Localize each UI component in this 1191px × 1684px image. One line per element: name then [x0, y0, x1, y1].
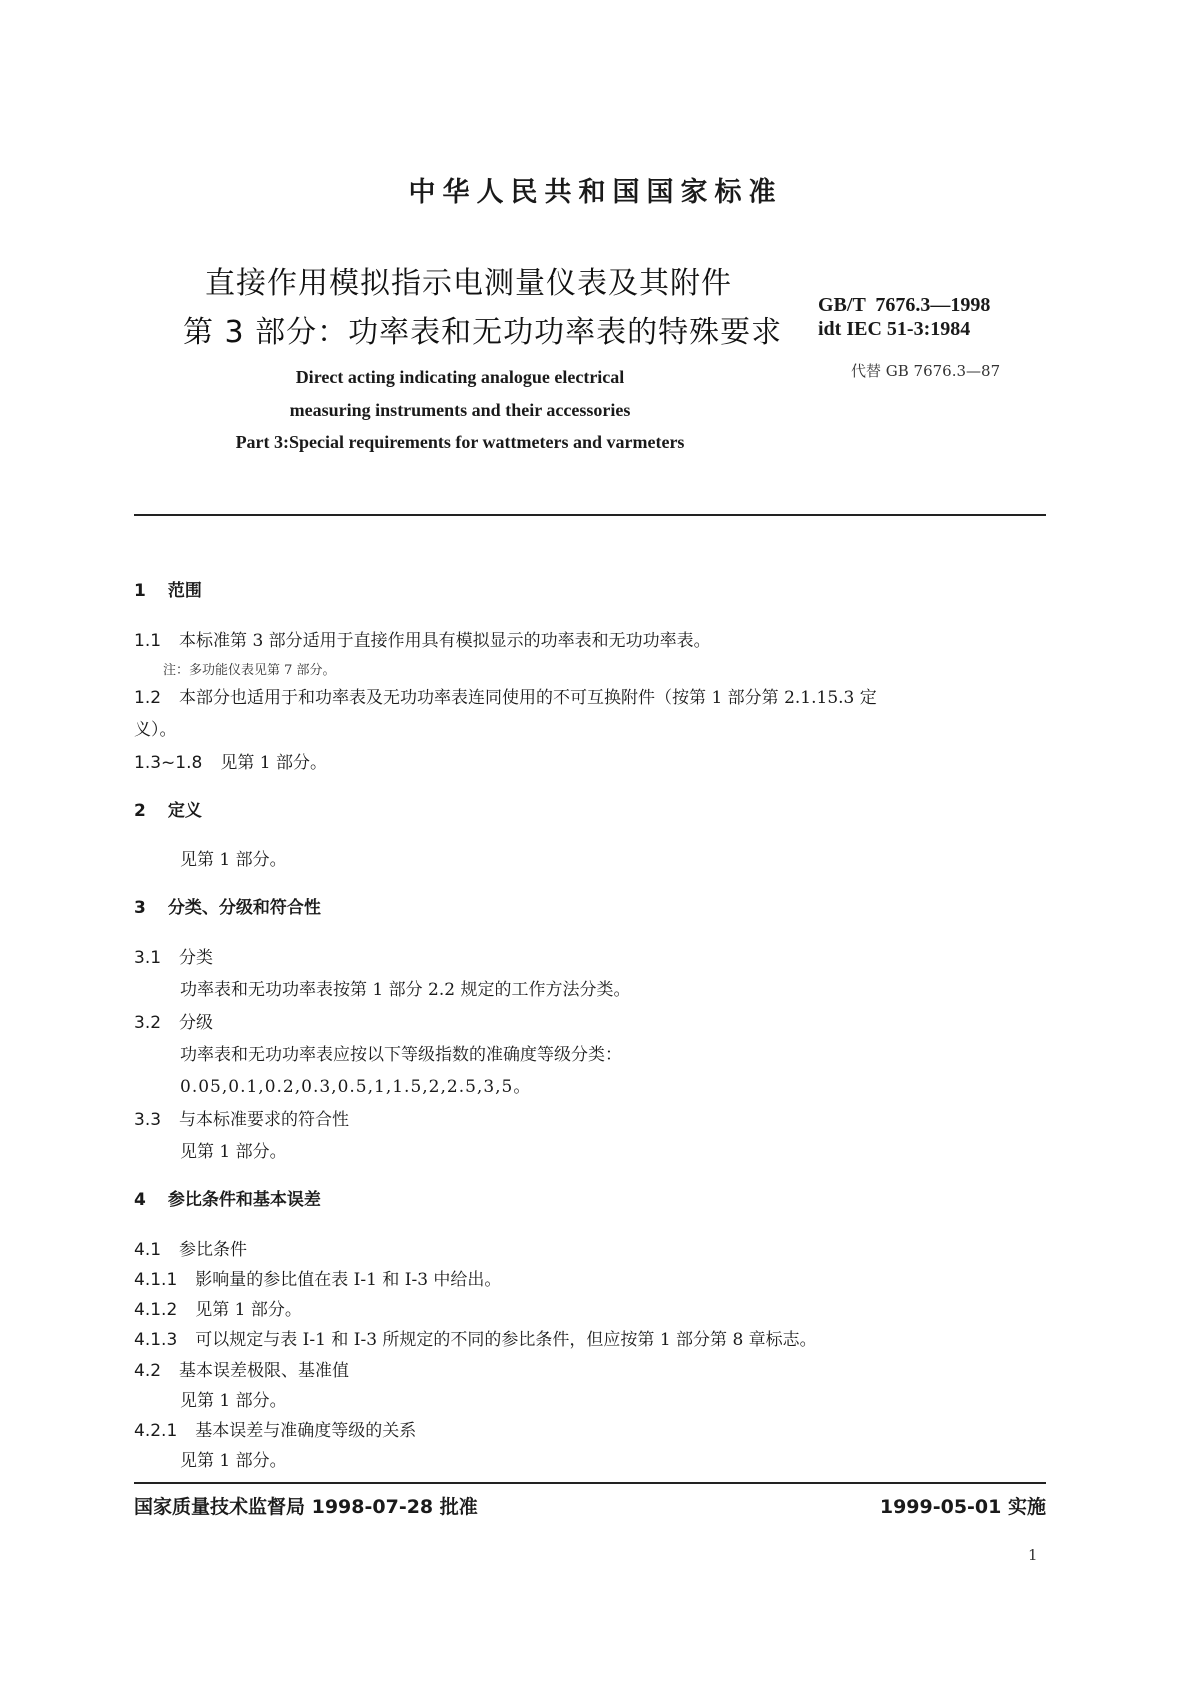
- clause: [134, 1105, 349, 1130]
- implementation-date: 1999-05-01 实施: [879, 1496, 1046, 1518]
- clause-number: 3.2: [134, 1013, 162, 1033]
- clause: [134, 1008, 213, 1033]
- page-number: 1: [1028, 1546, 1038, 1564]
- section-title: 定义: [167, 801, 202, 821]
- section-heading: [134, 796, 202, 821]
- clause-body: 见第 1 部分。: [180, 1142, 287, 1162]
- section-heading: [134, 893, 321, 918]
- clause-number: 4.1: [134, 1240, 162, 1260]
- clause: [134, 626, 711, 651]
- clause-text: 本部分也适用于和功率表及无功功率表连同使用的不可互换附件（按第 1 部分第 2.1.15.3 定: [179, 688, 877, 708]
- clause-number: 4.2: [134, 1361, 162, 1381]
- clause: [134, 1416, 416, 1441]
- title-en-line1: Direct acting indicating analogue electrical: [295, 367, 625, 387]
- section-heading: [134, 576, 202, 601]
- footer-divider: [134, 1482, 1046, 1484]
- clause-text: 参比条件: [179, 1240, 248, 1260]
- clause: [134, 1356, 349, 1381]
- clause-text: 见第 1 部分。: [195, 1300, 302, 1320]
- clause-body: 见第 1 部分。: [180, 1391, 287, 1411]
- clause-text: 见第 1 部分。: [220, 753, 327, 773]
- section-title: 范围: [167, 581, 202, 601]
- clause-text: 本标准第 3 部分适用于直接作用具有模拟显示的功率表和无功功率表。: [179, 631, 711, 651]
- clause-continuation: 义）。: [134, 720, 177, 740]
- clause-note: 注：多功能仪表见第 7 部分。: [163, 663, 336, 678]
- clause-number: 4.1.2: [134, 1300, 178, 1320]
- standard-number: GB/T 7676.3—1998: [818, 294, 991, 316]
- clause: [134, 943, 213, 968]
- clause-text: 基本误差极限、基准值: [179, 1361, 350, 1381]
- clause-number: 1.1: [134, 631, 162, 651]
- clause-body: 见第 1 部分。: [180, 1451, 287, 1471]
- accuracy-class-list: 0.05,0.1,0.2,0.3,0.5,1,1.5,2,2.5,3,5。: [180, 1077, 532, 1097]
- section-number: 3: [134, 898, 146, 918]
- clause: [134, 1265, 501, 1290]
- clause-text: 可以规定与表 I-1 和 I-3 所规定的不同的参比条件，但应按第 1 部分第 8 章标志。: [195, 1330, 817, 1350]
- title-en-line3: Part 3:Special requirements for wattmeters and varmeters: [235, 432, 685, 452]
- title-cn-line2: 第 3 部分：功率表和无功功率表的特殊要求: [183, 315, 783, 350]
- clause-number: 4.1.3: [134, 1330, 178, 1350]
- identical-standard: idt IEC 51-3:1984: [818, 318, 971, 340]
- clause: [134, 1325, 817, 1350]
- approval-statement: 国家质量技术监督局 1998-07-28 批准: [134, 1496, 478, 1518]
- clause-text: 与本标准要求的符合性: [179, 1110, 350, 1130]
- clause-text: 分级: [179, 1013, 214, 1033]
- clause-text: 基本误差与准确度等级的关系: [195, 1421, 417, 1441]
- header-divider: [134, 514, 1046, 516]
- clause: [134, 748, 327, 773]
- clause-number: 3.1: [134, 948, 162, 968]
- title-cn-line1: 直接作用模拟指示电测量仪表及其附件: [205, 266, 732, 301]
- clause-number: 4.2.1: [134, 1421, 178, 1441]
- clause-number: 1.3~1.8: [134, 753, 203, 773]
- section-number: 4: [134, 1190, 146, 1210]
- section-number: 1: [134, 581, 146, 601]
- clause: [134, 1295, 302, 1320]
- section-heading: [134, 1185, 321, 1210]
- replaces-standard: 代替 GB 7676.3—87: [851, 362, 1001, 380]
- clause-text: 分类: [179, 948, 214, 968]
- clause: [134, 1235, 247, 1260]
- section-number: 2: [134, 801, 146, 821]
- title-en-line2: measuring instruments and their accessories: [289, 400, 631, 420]
- clause-body: 见第 1 部分。: [180, 850, 287, 870]
- clause-number: 4.1.1: [134, 1270, 178, 1290]
- clause-body: 功率表和无功功率表应按以下等级指数的准确度等级分类：: [180, 1045, 622, 1065]
- clause-number: 3.3: [134, 1110, 162, 1130]
- national-standard-banner: 中华人民共和国国家标准: [408, 177, 783, 208]
- clause-body: 功率表和无功功率表按第 1 部分 2.2 规定的工作方法分类。: [180, 980, 631, 1000]
- clause-number: 1.2: [134, 688, 162, 708]
- clause: [134, 683, 877, 708]
- section-title: 分类、分级和符合性: [167, 898, 321, 918]
- section-title: 参比条件和基本误差: [167, 1190, 321, 1210]
- clause-text: 影响量的参比值在表 I-1 和 I-3 中给出。: [195, 1270, 502, 1290]
